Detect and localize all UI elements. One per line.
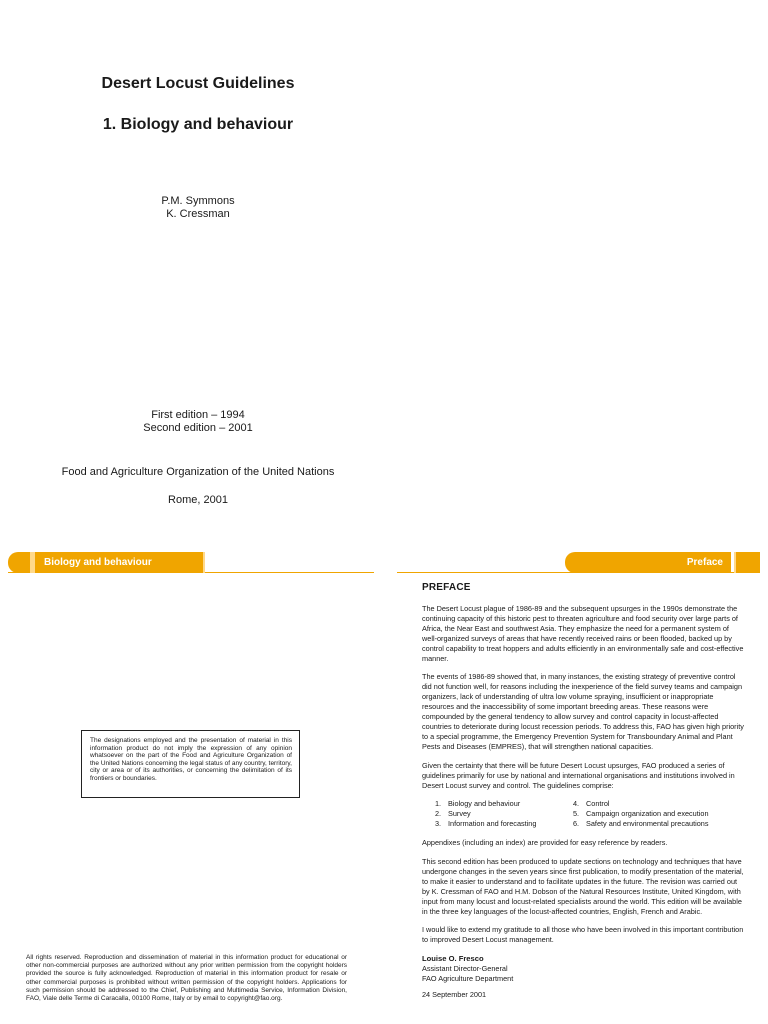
guideline-item [435,819,573,829]
rights-notice: All rights reserved. Reproduction and dissemination of material in this information product for educational or other non-commercial purposes are authorized without any prior written permission from the copyright holders provided the source is fully acknowledged. Reproduction of material in this information product for resale or other commercial purposes is prohibited without written permission of the copyright holders. Applications for such permission should be addressed to the Chief, Publishing and Multimedia Service, Information Division, FAO, Viale delle Terme di Caracalla, 00100 Rome, Italy or by email to copyright@fao.org. [26,954,347,1003]
header-notch-left [30,552,35,573]
guidelines-column [435,799,573,829]
signature-date: 24 September 2001 [422,989,487,999]
guideline-title: Survey [448,809,471,819]
signatory-department: FAO Agriculture Department [422,974,514,984]
guideline-number: 2. [435,809,442,819]
publisher-organization: Food and Agriculture Organization of the United Nations [61,466,335,478]
author: P.M. Symmons [161,195,235,207]
guideline-number: 6. [573,819,580,829]
guideline-item [573,799,711,809]
guideline-item [573,819,711,829]
edition-line: First edition – 1994 [151,409,245,421]
guideline-number: 3. [435,819,442,829]
guidelines-list [435,799,744,829]
guideline-title: Control [586,799,610,809]
preface-heading: PREFACE [422,582,471,593]
preface-paragraph: I would like to extend my gratitude to all those who have been involved in this important contribution to improved Desert Locust management. [422,925,744,945]
publication-place-year: Rome, 2001 [168,494,228,506]
signatory-name: Louise O. Fresco [422,954,484,964]
guideline-title: Information and forecasting [448,819,537,829]
preface-body [422,604,744,1000]
signatory-title: Assistant Director-General [422,964,508,974]
guidelines-column [573,799,711,829]
preface-paragraph: Given the certainty that there will be future Desert Locust upsurges, FAO produced a series of guidelines primarily for use by national and international organisations and institutions involved in Desert Locust survey and control. The guidelines comprise: [422,760,735,790]
header-end-block-right [734,552,760,573]
guideline-title: Safety and environmental precautions [586,819,709,829]
author: K. Cressman [166,208,230,220]
guideline-number: 4. [573,799,580,809]
edition-line: Second edition – 2001 [143,422,253,434]
authors [0,195,396,221]
guideline-number: 5. [573,809,580,819]
guideline-title: Biology and behaviour [448,799,521,809]
preface-paragraph: This second edition has been produced to update sections on technology and techniques that have undergone changes in the seven years since first publication, to modify presentation of the material, to make it easier to understand and to facilitate updates in the future. The revision was carried out by K. Cressman of FAO and H.M. Dobson of the Natural Resources Institute, United Kingdom, with input from many locust and locust-related specialists around the world. This edition will be available in the three key languages of the locust-affected countries, English, French and Arabic. [422,856,744,916]
document-subtitle: 1. Biology and behaviour [102,116,294,133]
editions [0,409,396,435]
guideline-item [573,809,711,819]
preface-paragraph: The Desert Locust plague of 1986-89 and the subsequent upsurges in the 1990s demonstrate the continuing capacity of this historic pest to threaten agriculture and food security over large parts of Africa, the Near East and southwest Asia. They emphasize the need for a permanent system of well-organized surveys of areas that have recently received rains or been flooded, backed up by control capability to treat hoppers and adults efficiently in an environmentally safe and cost-effective manner. [422,604,744,663]
disclaimer-box: The designations employed and the presentation of material in this information product do not imply the expression of any opinion whatsoever on the part of the Food and Agriculture Organization of the United Nations concerning the legal status of any country, territory, city or area or of its authorities, or concerning the delimitation of its frontiers or boundaries. [81,730,300,798]
guideline-item [435,809,573,819]
running-header-left: Biology and behaviour [8,552,205,573]
guideline-item [435,799,573,809]
guideline-number: 1. [435,799,442,809]
preface-paragraph: The events of 1986-89 showed that, in many instances, the existing strategy of preventive control did not function well, for reasons including the inexperience of the field survey teams and campaign organizers, lack of understanding of ultra low volume spraying, insufficient or inappropriate resources and the inaccessibility of some important breeding areas. These reasons were compounded by the general tendency to allow survey and control capacity in locust-affected countries to deteriorate during locust recession periods. To address this, FAO has given high priority to a special programme, the Emergency Prevention System for Transboundary Animal and Plant Pests and Diseases (EMPRES), that will strengthen national capacities. [422,672,744,751]
preface-paragraph: Appendixes (including an index) are provided for easy reference by readers. [422,838,668,848]
document-title: Desert Locust Guidelines [101,75,295,92]
guideline-title: Campaign organization and execution [586,809,709,819]
running-header-right: Preface [565,552,731,573]
